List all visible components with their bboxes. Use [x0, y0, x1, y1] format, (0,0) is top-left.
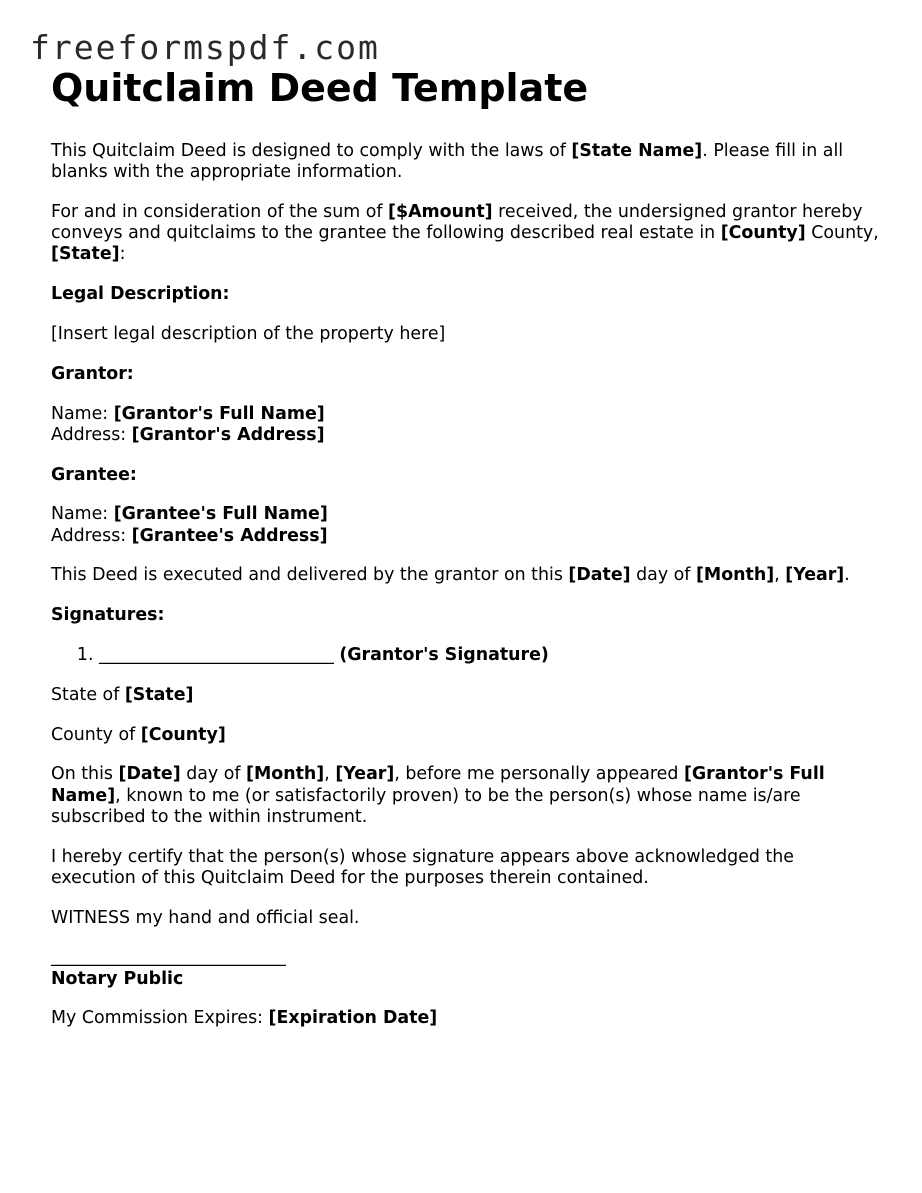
certify-paragraph: I hereby certify that the person(s) whose signature appears above acknowledged the execution of this Quitclaim Deed for the purposes therein contained. [51, 846, 794, 888]
legal-description-placeholder: [Insert legal description of the property here] [51, 324, 446, 344]
ack-grantor-name-placeholder: [Grantor's Full Name] [51, 764, 825, 806]
year-placeholder: [Year] [785, 565, 845, 586]
watermark-text: freeformspdf.com [30, 28, 380, 67]
grantor-name-placeholder: [Grantor's Full Name] [113, 403, 325, 424]
expiration-date-placeholder: [Expiration Date] [268, 1008, 438, 1029]
consideration-text-3: County, [805, 223, 879, 244]
grantor-details [51, 404, 881, 446]
notary-title: Notary Public [51, 968, 184, 989]
execution-paragraph [51, 565, 881, 586]
signature-list [51, 645, 881, 666]
grantor-address-placeholder: [Grantor's Address] [131, 424, 325, 445]
witness-paragraph: WITNESS my hand and official seal. [51, 907, 360, 928]
notary-block [51, 947, 881, 989]
ack-year-placeholder: [Year] [335, 764, 395, 785]
signature-label: (Grantor's Signature) [339, 644, 549, 665]
execution-text-2: day of [630, 565, 696, 586]
page-title: Quitclaim Deed Template [51, 66, 589, 110]
amount-placeholder: [$Amount] [388, 202, 493, 222]
ack-date-placeholder: [Date] [118, 764, 181, 785]
execution-text-3: , [774, 565, 786, 586]
state-name-placeholder: [State Name] [571, 141, 703, 161]
consideration-paragraph [51, 202, 881, 266]
acknowledgment-paragraph: On this [Date] day of [Month], [Year], before me personally appeared [Grantor's Full Name], known to me (or satisfactorily proven) to be the person(s) whose name is/are subscribed to the within instrument. [51, 764, 825, 827]
intro-text-2: . Please fill in all blanks with the appropriate information. [51, 141, 844, 183]
ack-month-placeholder: [Month] [246, 764, 325, 785]
signature-item [99, 645, 881, 666]
state-placeholder: [State] [51, 244, 120, 265]
date-placeholder: [Date] [568, 565, 631, 586]
county-placeholder: [County] [720, 223, 806, 244]
grantor-address-label: Address: [51, 424, 132, 445]
consideration-text-4: : [119, 244, 126, 265]
commission-line: My Commission Expires: [Expiration Date] [51, 1008, 438, 1029]
month-placeholder: [Month] [695, 565, 775, 586]
legal-description-heading: Legal Description: [51, 284, 230, 305]
execution-text-4: . [844, 565, 850, 586]
execution-text-1: This Deed is executed and delivered by the grantor on this [51, 565, 569, 586]
consideration-text-1: For and in consideration of the sum of [51, 202, 389, 222]
county-of-line: County of [County] [51, 724, 226, 745]
signatures-heading: Signatures: [51, 605, 165, 626]
grantor-name-label: Name: [51, 403, 114, 424]
state-of-placeholder: [State] [124, 684, 194, 705]
county-of-placeholder: [County] [140, 724, 226, 745]
notary-signature-line: ___________________________ [51, 947, 286, 968]
state-of-line: State of [State] [51, 684, 194, 705]
grantee-address-label: Address: [51, 525, 132, 546]
grantor-heading: Grantor: [51, 363, 134, 384]
intro-text-1: This Quitclaim Deed is designed to comply with the laws of [51, 141, 572, 161]
intro-paragraph [51, 141, 881, 183]
grantee-details [51, 504, 881, 546]
document-body [51, 63, 881, 1048]
grantee-name-placeholder: [Grantee's Full Name] [113, 504, 328, 525]
grantee-name-label: Name: [51, 504, 114, 525]
grantee-address-placeholder: [Grantee's Address] [131, 525, 328, 546]
signature-line: ___________________________ [99, 644, 334, 665]
grantee-heading: Grantee: [51, 464, 137, 485]
consideration-text-2: received, the undersigned grantor hereby conveys and quitclaims to the grantee the following described real estate in [51, 202, 863, 244]
